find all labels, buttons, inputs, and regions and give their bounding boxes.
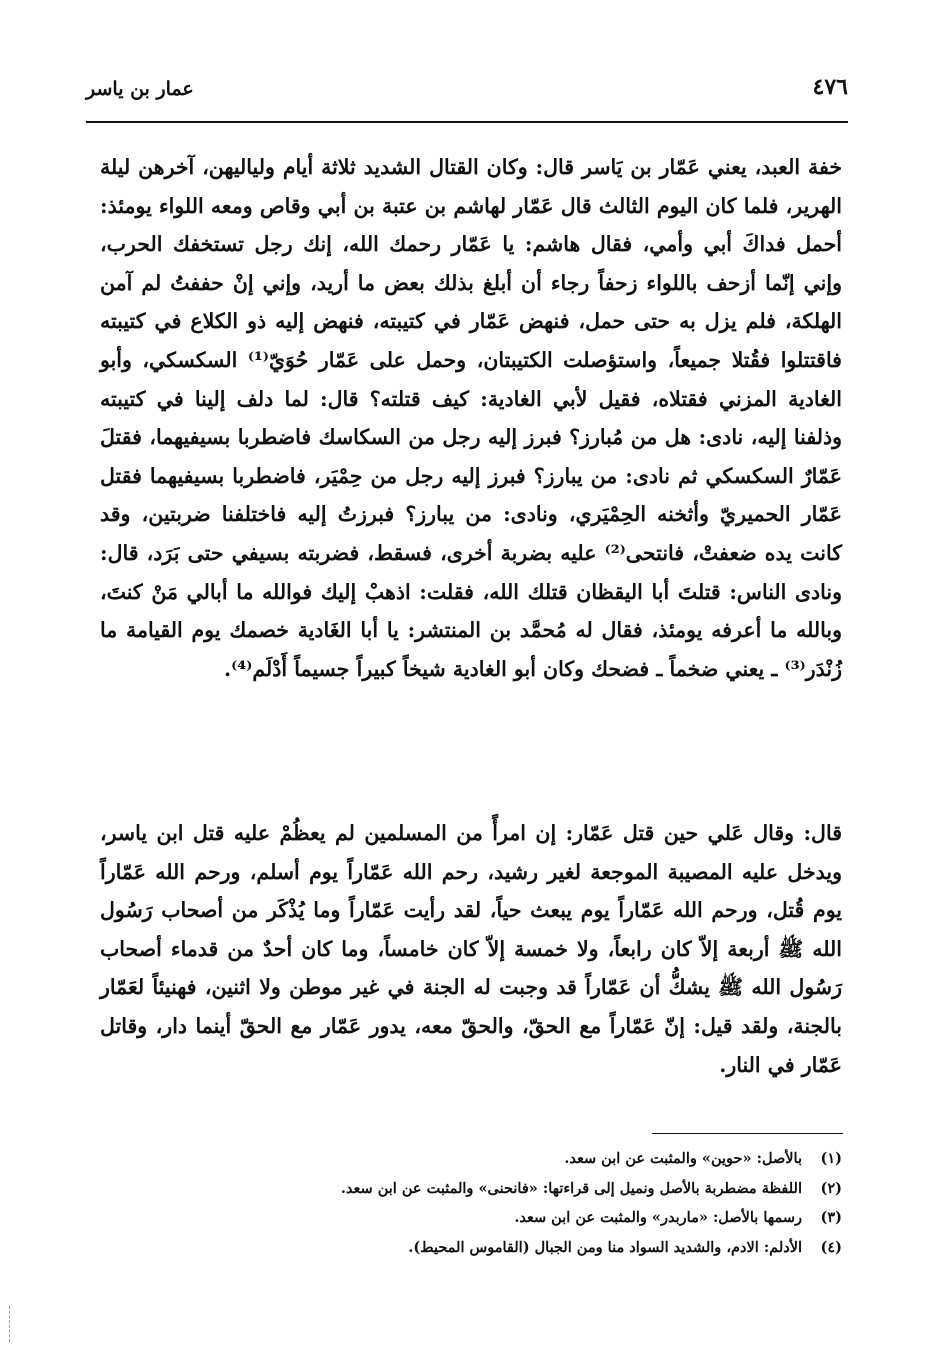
running-title: عمار بن ياسر: [86, 78, 194, 100]
page-number: ٤٧٦: [812, 74, 848, 100]
footnote-separator: [652, 1133, 843, 1134]
footnote-text: الأدلم: الادم، والشديد السواد منا ومن الجبال (القاموس المحيط).: [408, 1238, 802, 1256]
header-rule: [86, 121, 848, 123]
footnotes: [300, 1144, 842, 1262]
footnote-text: بالأصل: «حوين» والمثبت عن ابن سعد.: [564, 1150, 802, 1167]
body-paragraph: خفة العبد، يعني عَمّار بن يَاسر قال: وكان القتال الشديد ثلاثة أيام ولياليهن، آخرهن ليلة الهرير، فلما كان اليوم الثالث قال عَمّار لهاشم بن عتبة بن أبي وقاص ومعه اللواء يومئذ: أحمل فداكَ أبي وأمي، فقال هاشم: يا عَمّار رحمك الله، إنك رجل تستخفك الحرب، وإني إنّما أزحف باللواء زحفاً رجاء أن أبلغ بذلك بعض ما أريد، وإني إنْ حففتُ لم آمن الهلكة، فلم يزل به حتى حمل، فنهض عَمّار في كتيبته، فنهض إليه ذو الكلاع في كتيبته فاقتتلوا فقُتلا جميعاً، واستؤصلت الكتيبتان، وحمل على عَمّار حُوَيّ⁽¹⁾ السكسكي، وأبو الغادية المزني فقتلاه، فقيل لأبي الغادية: كيف قتلته؟ قال: لما دلف إلينا في كتيبته وذلفنا إليه، نادى: هل من مُبارز؟ فبرز إليه رجل من السكاسك فاضطربا بسيفيهما، فقتلَ عَمّارٌ السكسكي ثم نادى: من يبارز؟ فبرز إليه رجل من حِمْيَر، فاضطربا بسيفيهما فقتل عَمّار الحميريّ وأثخنه الحِمْيَري، ونادى: من يبارز؟ فبرزتُ إليه فاختلفنا ضربتين، وقد كانت يده ضعفتْ، فانتحى⁽²⁾ عليه بضربة أخرى، فسقط، فضربته بسيفي حتى بَرَد، قال: ونادى الناس: قتلتَ أبا اليقظان قتلك الله، فقلت: اذهبْ إليك فوالله ما أبالي مَنْ كنتَ، وبالله ما أعرفه يومئذ، فقال له مُحمَّد بن المنتشر: يا أبا الغَادية خصمك يوم القيامة ما زُنْدَر⁽³⁾ ـ يعني ضخماً ـ فضحك وكان أبو الغادية شيخاً كبيراً جسيماً أَدْلَم⁽⁴⁾.: [100, 155, 842, 681]
footnote: [300, 1233, 842, 1263]
body-paragraph: قال: وقال عَلي حين قتل عَمّار: إن امرأً من المسلمين لم يعظُمْ عليه قتل ابن ياسر، ويدخل عليه المصيبة الموجعة لغير رشيد، رحم الله عَمّاراً يوم أسلم، ورحم الله عَمّاراً يوم قُتل، ورحم الله عَمّاراً يوم يبعث حياً، لقد رأيت عَمّاراً وما يُذْكَر من أصحاب رَسُول الله ﷺ أربعة إلاّ كان رابعاً، ولا خمسة إلاّ كان خامساً، وما كان أحدٌ من قدماء أصحاب رَسُول الله ﷺ يشكُّ أن عَمّاراً قد وجبت له الجنة في غير موطن ولا اثنين، فهنيئاً لعَمّار بالجنة، ولقد قيل: إنّ عَمّاراً مع الحقّ، والحقّ معه، يدور عَمّار مع الحقّ أينما دار، وقاتل عَمّار في النار.: [100, 821, 842, 1077]
footnote: [300, 1174, 842, 1204]
footnote: [300, 1144, 842, 1174]
footnote-text: اللفظة مضطربة بالأصل ونميل إلى قراءتها: «فانحنى» والمثبت عن ابن سعد.: [340, 1179, 802, 1197]
footnote-text: رسمها بالأصل: «ماربدر» والمثبت عن ابن سعد.: [514, 1209, 802, 1226]
footnote-number: (١): [820, 1150, 842, 1167]
footnote: [300, 1203, 842, 1233]
running-head: [86, 72, 848, 112]
scan-gutter-mark: [9, 1306, 10, 1342]
footnote-number: (٤): [820, 1238, 842, 1256]
footnote-number: (٢): [820, 1179, 842, 1197]
footnote-number: (٣): [820, 1209, 842, 1226]
